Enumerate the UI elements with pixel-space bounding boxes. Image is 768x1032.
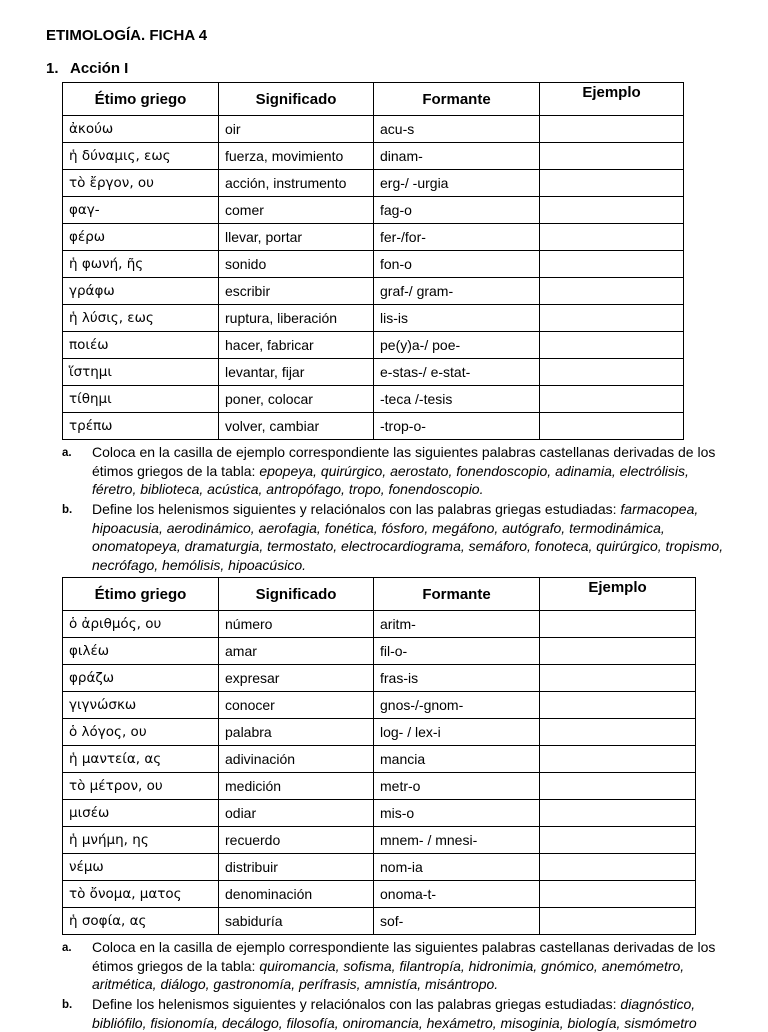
table-row [63, 719, 696, 746]
table-row [63, 800, 696, 827]
section-title: Acción I [70, 60, 129, 77]
cell-ejemplo [540, 881, 696, 908]
header-formante: Formante [374, 578, 540, 611]
cell-ejemplo [540, 359, 684, 386]
header-ejemplo: Ejemplo [540, 83, 684, 116]
cell-significado: número [219, 611, 374, 638]
instruction-2b [62, 995, 724, 1032]
table-row [63, 386, 684, 413]
table-row [63, 881, 696, 908]
instruction-text: Define los helenismos siguientes y relaciónalos con las palabras griegas estudiadas: [92, 501, 621, 517]
cell-formante: metr-o [374, 773, 540, 800]
cell-formante: dinam- [374, 143, 540, 170]
cell-significado: comer [219, 197, 374, 224]
cell-formante: sof- [374, 908, 540, 935]
header-formante: Formante [374, 83, 540, 116]
etymology-table-1 [62, 82, 684, 440]
table-row [63, 278, 684, 305]
table-row [63, 305, 684, 332]
cell-ejemplo [540, 827, 696, 854]
cell-formante: pe(y)a-/ poe- [374, 332, 540, 359]
cell-formante: mancia [374, 746, 540, 773]
cell-etimo-griego: γιγνώσκω [63, 692, 219, 719]
cell-formante: aritm- [374, 611, 540, 638]
table-row [63, 332, 684, 359]
table-row [63, 116, 684, 143]
cell-significado: llevar, portar [219, 224, 374, 251]
instruction-letter: b. [62, 504, 73, 516]
instruction-2a [62, 938, 724, 994]
instruction-word-list: quiromancia, sofisma, filantropía, hidronimia, gnómico, anemómetro, aritmética, diálogo, gastronomía, perífrasis, amnistía, misántropo. [92, 957, 685, 993]
cell-significado: levantar, fijar [219, 359, 374, 386]
instruction-text: Define los helenismos siguientes y relaciónalos con las palabras griegas estudiadas: [92, 996, 621, 1012]
table-row [63, 224, 684, 251]
cell-significado: palabra [219, 719, 374, 746]
cell-etimo-griego: τὸ ὄνομα, ματος [63, 881, 219, 908]
cell-etimo-griego: ἡ μαντεία, ας [63, 746, 219, 773]
cell-ejemplo [540, 197, 684, 224]
cell-significado: oir [219, 116, 374, 143]
cell-formante: erg-/ -urgia [374, 170, 540, 197]
cell-formante: fag-o [374, 197, 540, 224]
cell-formante: mis-o [374, 800, 540, 827]
cell-etimo-griego: ἡ λύσις, εως [63, 305, 219, 332]
table-row [63, 908, 696, 935]
instruction-letter: a. [62, 447, 72, 459]
header-ejemplo: Ejemplo [540, 578, 696, 611]
cell-etimo-griego: τὸ μέτρον, ου [63, 773, 219, 800]
cell-formante: fil-o- [374, 638, 540, 665]
cell-etimo-griego: μισέω [63, 800, 219, 827]
cell-formante: fer-/for- [374, 224, 540, 251]
cell-etimo-griego: γράφω [63, 278, 219, 305]
cell-significado: hacer, fabricar [219, 332, 374, 359]
cell-etimo-griego: ἡ σοφία, ας [63, 908, 219, 935]
table-row [63, 359, 684, 386]
cell-formante: acu-s [374, 116, 540, 143]
cell-significado: recuerdo [219, 827, 374, 854]
table-row [63, 773, 696, 800]
table-row [63, 170, 684, 197]
cell-etimo-griego: φράζω [63, 665, 219, 692]
cell-ejemplo [540, 278, 684, 305]
cell-significado: distribuir [219, 854, 374, 881]
cell-formante: -trop-o- [374, 413, 540, 440]
instruction-text: Coloca en la casilla de ejemplo correspondiente las siguientes palabras castellanas derivadas de los étimos griegos de la tabla: [92, 939, 716, 974]
instruction-text: Coloca en la casilla de ejemplo correspondiente las siguientes palabras castellanas derivadas de los étimos griegos de la tabla: [92, 444, 716, 479]
instruction-1a [62, 443, 724, 499]
cell-formante: graf-/ gram- [374, 278, 540, 305]
table-row [63, 197, 684, 224]
table-header-row [63, 83, 684, 116]
cell-ejemplo [540, 413, 684, 440]
cell-significado: amar [219, 638, 374, 665]
cell-ejemplo [540, 611, 696, 638]
cell-ejemplo [540, 719, 696, 746]
cell-ejemplo [540, 332, 684, 359]
table-row [63, 413, 684, 440]
cell-formante: gnos-/-gnom- [374, 692, 540, 719]
instruction-letter: b. [62, 999, 73, 1011]
cell-formante: nom-ia [374, 854, 540, 881]
cell-ejemplo [540, 116, 684, 143]
table-row [63, 251, 684, 278]
cell-ejemplo [540, 143, 684, 170]
cell-etimo-griego: φιλέω [63, 638, 219, 665]
table-row [63, 746, 696, 773]
cell-significado: escribir [219, 278, 374, 305]
cell-formante: onoma-t- [374, 881, 540, 908]
cell-formante: -teca /-tesis [374, 386, 540, 413]
cell-significado: sabiduría [219, 908, 374, 935]
cell-ejemplo [540, 386, 684, 413]
header-etimo-griego: Étimo griego [63, 83, 219, 116]
instruction-word-list: diagnóstico, bibliófilo, fisionomía, decálogo, filosofía, oniromancia, hexámetro, misoginia, biología, sismómetro [92, 996, 697, 1031]
section-heading [46, 60, 128, 77]
section-number: 1. [46, 60, 59, 77]
cell-etimo-griego: τὸ ἔργον, ου [63, 170, 219, 197]
table-row [63, 638, 696, 665]
cell-significado: odiar [219, 800, 374, 827]
cell-significado: acción, instrumento [219, 170, 374, 197]
cell-significado: ruptura, liberación [219, 305, 374, 332]
instruction-1b [62, 500, 724, 575]
cell-ejemplo [540, 800, 696, 827]
table-row [63, 854, 696, 881]
cell-significado: expresar [219, 665, 374, 692]
cell-ejemplo [540, 170, 684, 197]
cell-etimo-griego: φαγ- [63, 197, 219, 224]
header-etimo-griego: Étimo griego [63, 578, 219, 611]
cell-significado: medición [219, 773, 374, 800]
cell-etimo-griego: τίθημι [63, 386, 219, 413]
cell-etimo-griego: ἡ μνήμη, ης [63, 827, 219, 854]
cell-formante: e-stas-/ e-stat- [374, 359, 540, 386]
cell-ejemplo [540, 638, 696, 665]
header-significado: Significado [219, 578, 374, 611]
cell-significado: adivinación [219, 746, 374, 773]
cell-ejemplo [540, 251, 684, 278]
cell-etimo-griego: φέρω [63, 224, 219, 251]
cell-etimo-griego: ἡ φωνή, ῆς [63, 251, 219, 278]
etymology-table-2 [62, 577, 696, 935]
cell-significado: denominación [219, 881, 374, 908]
cell-significado: volver, cambiar [219, 413, 374, 440]
table-row [63, 611, 696, 638]
cell-formante: mnem- / mnesi- [374, 827, 540, 854]
cell-ejemplo [540, 692, 696, 719]
cell-etimo-griego: ποιέω [63, 332, 219, 359]
cell-etimo-griego: ὁ λόγος, ου [63, 719, 219, 746]
cell-etimo-griego: τρέπω [63, 413, 219, 440]
cell-ejemplo [540, 746, 696, 773]
cell-etimo-griego: ἀκούω [63, 116, 219, 143]
cell-ejemplo [540, 665, 696, 692]
cell-formante: lis-is [374, 305, 540, 332]
cell-formante: fon-o [374, 251, 540, 278]
table-row [63, 692, 696, 719]
cell-ejemplo [540, 773, 696, 800]
cell-etimo-griego: νέμω [63, 854, 219, 881]
cell-etimo-griego: ἡ δύναμις, εως [63, 143, 219, 170]
cell-significado: poner, colocar [219, 386, 374, 413]
cell-formante: log- / lex-i [374, 719, 540, 746]
cell-ejemplo [540, 224, 684, 251]
cell-significado: conocer [219, 692, 374, 719]
instruction-letter: a. [62, 942, 72, 954]
cell-ejemplo [540, 854, 696, 881]
cell-etimo-griego: ὁ ἀριθμός, ου [63, 611, 219, 638]
cell-ejemplo [540, 908, 696, 935]
cell-formante: fras-is [374, 665, 540, 692]
document-title: ETIMOLOGÍA. FICHA 4 [46, 27, 208, 44]
cell-significado: sonido [219, 251, 374, 278]
instruction-word-list: farmacopea, hipoacusia, aerodinámico, aerofagia, fonética, fósforo, megáfono, autógrafo, termodinámica, onomatopeya, dramaturgia, termostato, electrocardiograma, semáforo, fonoteca, quirúrgico, tropismo, necrófago, hemólisis, hipoacúsico. [92, 501, 724, 574]
table-row [63, 665, 696, 692]
cell-ejemplo [540, 305, 684, 332]
table-header-row [63, 578, 696, 611]
instruction-word-list: epopeya, quirúrgico, aerostato, fonendoscopio, adinamia, electrólisis, féretro, biblioteca, acústica, antropófago, tropo, fonendoscopio. [92, 462, 689, 498]
table-row [63, 143, 684, 170]
cell-etimo-griego: ἵστημι [63, 359, 219, 386]
cell-significado: fuerza, movimiento [219, 143, 374, 170]
header-significado: Significado [219, 83, 374, 116]
table-row [63, 827, 696, 854]
